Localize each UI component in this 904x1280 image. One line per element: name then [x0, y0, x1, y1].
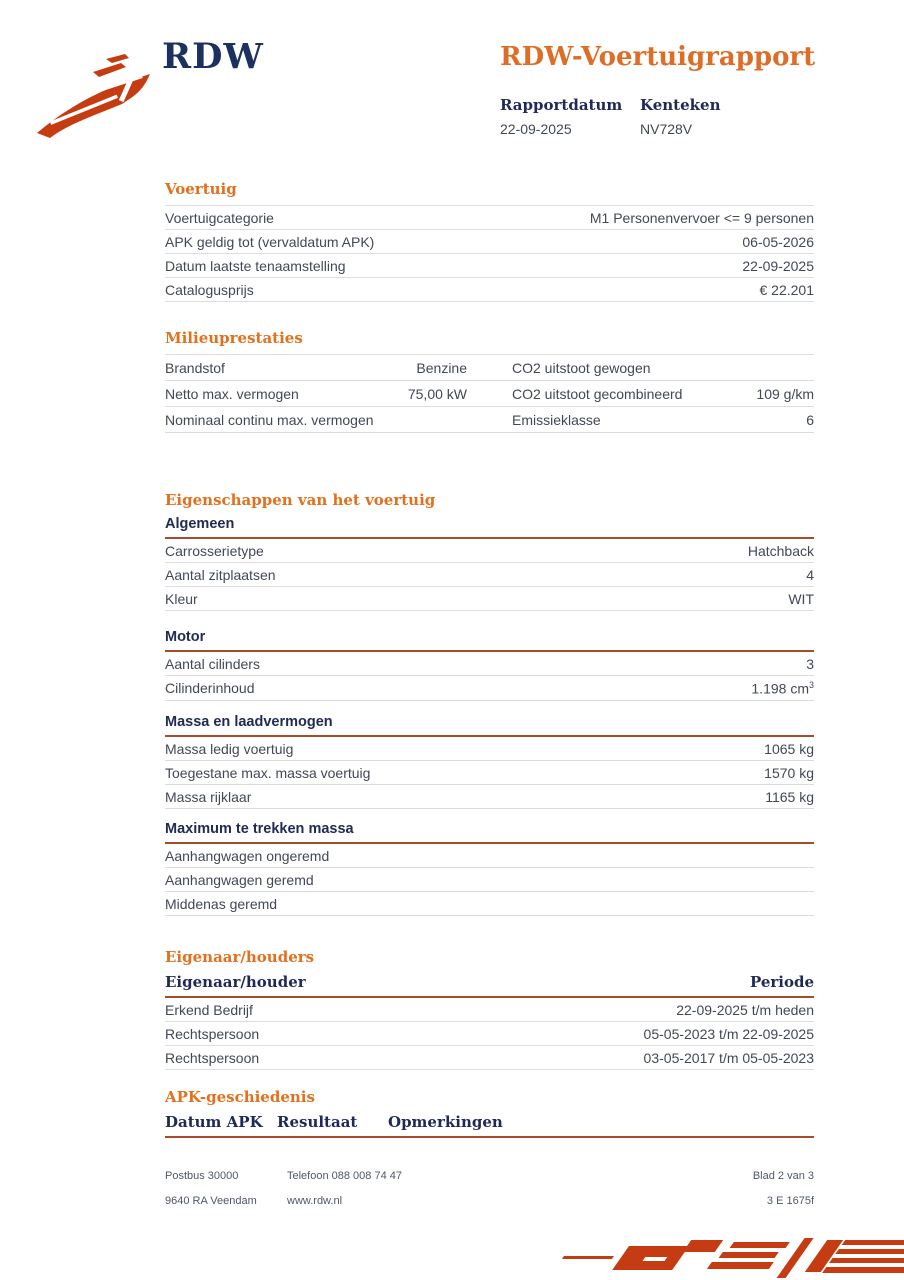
row-value: 1065 kg	[764, 740, 814, 757]
table-row	[165, 587, 814, 611]
column-header-datum-apk: Datum APK	[165, 1113, 263, 1131]
row-label: Kleur	[165, 590, 198, 607]
kenteken-block	[640, 96, 780, 137]
row-label: Aantal cilinders	[165, 655, 260, 672]
row-value: 1570 kg	[764, 764, 814, 781]
row-value: 75,00 kW	[407, 385, 467, 402]
table-row	[165, 761, 814, 785]
subsection-title-massa: Massa en laadvermogen	[165, 714, 814, 737]
subsection-trekken	[165, 821, 814, 916]
row-label: Massa rijklaar	[165, 788, 252, 805]
page-title: RDW-Voertuigrapport	[500, 42, 816, 72]
footer-page-number: Blad 2 van 3	[752, 1170, 814, 1182]
report-header	[500, 42, 816, 137]
table-row	[165, 206, 814, 230]
subsection-title-trekken: Maximum te trekken massa	[165, 821, 814, 844]
section-title: Eigenschappen van het voertuig	[165, 491, 436, 509]
period-cell: 03-05-2017 t/m 05-05-2023	[643, 1049, 814, 1066]
rdw-wing-logo	[36, 50, 158, 138]
row-value: WIT	[788, 590, 814, 607]
table-row	[165, 381, 814, 407]
section-title: Milieuprestaties	[165, 329, 303, 347]
table-row	[165, 785, 814, 809]
row-value: 4	[806, 566, 814, 583]
table-row	[165, 737, 814, 761]
row-value: Hatchback	[747, 542, 814, 559]
section-title: Eigenaar/houders	[165, 948, 315, 966]
page-footer	[165, 1170, 814, 1220]
holder-cell: Rechtspersoon	[165, 1049, 260, 1066]
period-cell: 05-05-2023 t/m 22-09-2025	[643, 1025, 814, 1042]
report-date-block	[500, 96, 640, 137]
row-label: Cilinderinhoud	[165, 680, 255, 697]
section-milieuprestaties	[165, 329, 814, 433]
row-value: Benzine	[416, 359, 467, 376]
row-value: 109 g/km	[756, 385, 814, 402]
row-label: Nominaal continu max. vermogen	[165, 411, 374, 428]
holder-cell: Rechtspersoon	[165, 1025, 260, 1042]
row-value: 1165 kg	[765, 788, 814, 805]
row-label: Brandstof	[165, 359, 225, 376]
footer-website: www.rdw.nl	[287, 1195, 343, 1207]
subsection-title-algemeen: Algemeen	[165, 516, 814, 539]
table-row	[165, 1022, 814, 1046]
holder-cell: Erkend Bedrijf	[165, 1001, 253, 1018]
table-row	[165, 844, 814, 868]
column-header-period: Periode	[749, 973, 814, 991]
row-label: Middenas geremd	[165, 895, 278, 912]
row-value: 22-09-2025	[742, 257, 814, 274]
table-row	[165, 676, 814, 701]
row-label: APK geldig tot (vervaldatum APK)	[165, 233, 375, 250]
footer-address-line1: Postbus 30000	[165, 1170, 239, 1182]
row-label: Netto max. vermogen	[165, 385, 299, 402]
table-row	[165, 563, 814, 587]
row-label: CO2 uitstoot gecombineerd	[512, 385, 683, 402]
rdw-brand-wordmark: RDW	[162, 36, 264, 77]
row-value: 1.198 $cm^3$	[751, 679, 814, 697]
section-title: APK-geschiedenis	[165, 1088, 315, 1106]
table-row	[165, 892, 814, 916]
kenteken-label: Kenteken	[640, 96, 721, 114]
row-label: Aantal zitplaatsen	[165, 566, 276, 583]
row-label: Datum laatste tenaamstelling	[165, 257, 346, 274]
table-row	[165, 868, 814, 892]
row-value: 06-05-2026	[742, 233, 814, 250]
section-eigenaar-houders	[165, 948, 814, 1070]
subsection-massa	[165, 714, 814, 809]
row-value: M1 Personenvervoer <= 9 personen	[589, 209, 814, 226]
row-label: Emissieklasse	[512, 411, 601, 428]
footer-address-line2: 9640 RA Veendam	[165, 1195, 257, 1207]
table-row	[165, 254, 814, 278]
footer-phone: Telefoon 088 008 74 47	[287, 1170, 402, 1182]
row-value: 6	[806, 411, 814, 428]
row-label: Aanhangwagen ongeremd	[165, 847, 330, 864]
table-row	[165, 998, 814, 1022]
row-label: Carrosserietype	[165, 542, 264, 559]
row-label: Aanhangwagen geremd	[165, 871, 314, 888]
section-voertuig	[165, 180, 814, 302]
table-header-row	[165, 973, 814, 998]
table-row	[165, 539, 814, 563]
period-cell: 22-09-2025 t/m heden	[676, 1001, 814, 1018]
table-row	[165, 355, 814, 381]
column-header-opmerkingen: Opmerkingen	[388, 1113, 503, 1131]
column-header-resultaat: Resultaat	[277, 1113, 358, 1131]
section-title: Voertuig	[165, 180, 237, 198]
column-header-holder: Eigenaar/houder	[165, 973, 306, 991]
rdw-stripes-graphic	[528, 1236, 904, 1280]
section-apk-geschiedenis	[165, 1088, 814, 1138]
report-date-value: 22-09-2025	[500, 121, 572, 137]
table-row	[165, 278, 814, 302]
row-value: € 22.201	[759, 281, 814, 298]
subsection-motor	[165, 629, 814, 701]
table-row	[165, 407, 814, 433]
superscript: 3	[808, 679, 814, 690]
row-label: Voertuigcategorie	[165, 209, 274, 226]
table-header-row	[165, 1113, 814, 1138]
table-row	[165, 652, 814, 676]
row-label: Toegestane max. massa voertuig	[165, 764, 371, 781]
kenteken-value: NV728V	[640, 121, 693, 137]
row-label: CO2 uitstoot gewogen	[512, 359, 651, 376]
section-eigenschappen	[165, 491, 814, 611]
table-row	[165, 230, 814, 254]
row-value: 3	[806, 655, 814, 672]
report-date-label: Rapportdatum	[500, 96, 623, 114]
subsection-title-motor: Motor	[165, 629, 814, 652]
row-label: Massa ledig voertuig	[165, 740, 294, 757]
footer-doc-code: 3 E 1675f	[766, 1195, 814, 1207]
row-label: Catalogusprijs	[165, 281, 254, 298]
table-row	[165, 1046, 814, 1070]
